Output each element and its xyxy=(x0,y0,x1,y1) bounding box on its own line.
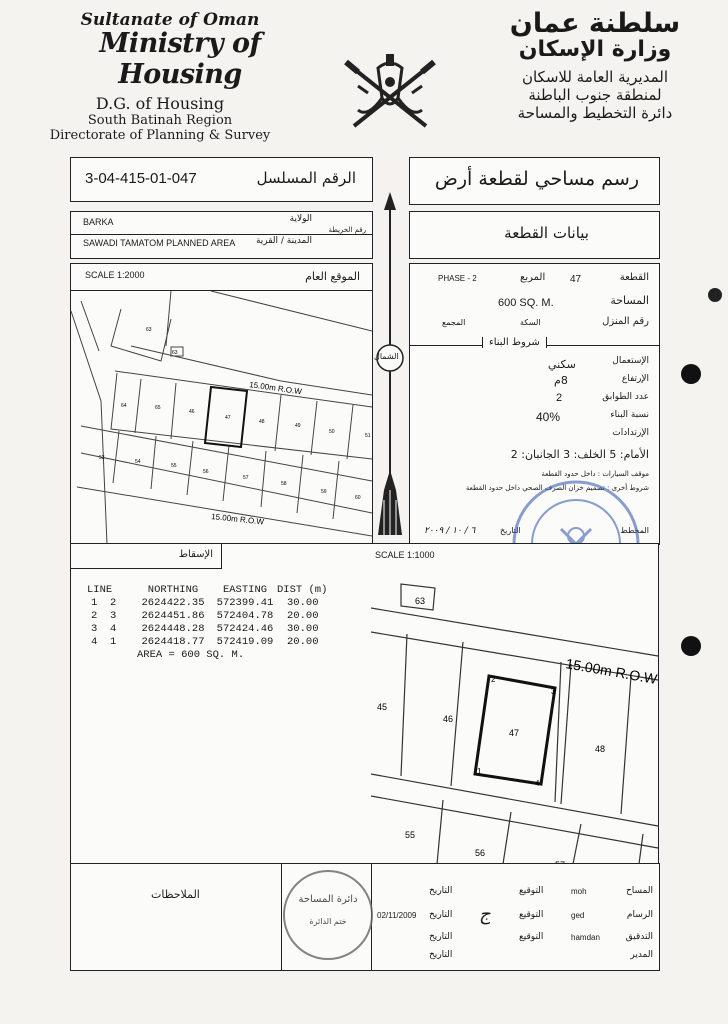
coordinate-table xyxy=(87,584,347,662)
stamp-sub: ختم الدائرة xyxy=(309,917,347,926)
street-label: السكة xyxy=(520,318,541,327)
region-en: South Batinah Region xyxy=(87,113,233,128)
setbacks-line: الأمام: 5 الخلف: 3 الجانبان: 2 xyxy=(510,448,649,461)
svg-text:3: 3 xyxy=(551,687,556,696)
role-name: moh xyxy=(571,887,587,896)
svg-text:46: 46 xyxy=(443,714,454,724)
table-row xyxy=(87,610,347,623)
role-name: ged xyxy=(571,911,585,920)
divider xyxy=(71,234,372,235)
svg-text:55: 55 xyxy=(171,463,177,469)
row-northing: 2624418.77 xyxy=(141,636,205,648)
svg-text:58: 58 xyxy=(281,481,287,487)
detail-scale: SCALE 1:1000 xyxy=(375,550,435,560)
signature-row xyxy=(371,950,659,966)
phase-value: PHASE - 2 xyxy=(438,274,477,283)
row-to: 1 xyxy=(110,636,117,648)
row-from: 1 xyxy=(91,597,98,609)
ratio-label: نسبة البناء xyxy=(610,410,649,420)
area-label: المدينة / القرية xyxy=(255,236,312,246)
document-title: رسم مساحي لقطعة أرض xyxy=(434,168,639,190)
complex-label: المجمع xyxy=(442,318,466,327)
table-header xyxy=(87,584,347,597)
punch-hole xyxy=(708,288,722,302)
row-dist: 20.00 xyxy=(287,610,319,622)
region-ar: لمنطقة جنوب الباطنة xyxy=(528,86,662,104)
svg-text:49: 49 xyxy=(295,423,301,429)
row-from: 3 xyxy=(91,623,98,635)
area-label: المساحة xyxy=(610,294,649,307)
svg-text:55: 55 xyxy=(405,830,416,840)
svg-text:63: 63 xyxy=(415,596,426,606)
role-label: الرسام xyxy=(626,910,653,920)
house-no-label: رقم المنزل xyxy=(602,316,649,327)
site-scale: SCALE 1:2000 xyxy=(85,270,145,280)
svg-text:64: 64 xyxy=(121,403,127,409)
row-from: 4 xyxy=(91,636,98,648)
floors-value: 2 xyxy=(556,392,563,404)
site-title: الموقع العام xyxy=(305,270,360,283)
parking-note: موقف السيارات : داخل حدود القطعة xyxy=(541,470,649,478)
plot-data-title: بيانات القطعة xyxy=(504,224,589,242)
location-box xyxy=(70,211,373,259)
signature-row xyxy=(371,932,659,948)
table-row xyxy=(87,636,347,649)
serial-box xyxy=(70,157,373,202)
date-label: التاريخ xyxy=(429,950,453,960)
header-ar xyxy=(470,8,720,122)
date-label: التاريخ xyxy=(429,910,453,920)
detail-row-label: 15.00m R.O.W xyxy=(564,655,659,688)
table-row xyxy=(87,597,347,610)
svg-text:48: 48 xyxy=(259,419,265,425)
plot-no-value: 47 xyxy=(570,274,582,285)
svg-text:59: 59 xyxy=(321,489,327,495)
planner-label: المخطط xyxy=(620,526,649,535)
general-site-box xyxy=(70,263,373,545)
plot-info-box xyxy=(409,263,660,545)
header-dist: DIST (m) xyxy=(277,584,328,596)
svg-text:65: 65 xyxy=(155,405,161,411)
row-dist: 30.00 xyxy=(287,623,319,635)
sign-label: التوقيع xyxy=(519,910,544,920)
site-row-label: 15.00m R.O.W xyxy=(248,380,303,397)
role-label: التدقيق xyxy=(625,932,653,942)
building-conditions-title-text: شروط البناء xyxy=(489,337,540,348)
row-dist: 30.00 xyxy=(287,597,319,609)
north-label: الشمال xyxy=(374,352,399,361)
svg-text:1: 1 xyxy=(477,767,482,776)
divider xyxy=(281,864,282,970)
detail-map-box xyxy=(371,543,659,865)
svg-text:46: 46 xyxy=(189,409,195,415)
row-easting: 572404.78 xyxy=(216,610,274,622)
oman-emblem xyxy=(338,48,442,138)
row-northing: 2624422.35 xyxy=(141,597,205,609)
survey-stamp xyxy=(283,870,373,960)
serial-number: 3-04-415-01-047 xyxy=(85,170,197,187)
dg-housing-ar: المديرية العامة للاسكان xyxy=(521,68,669,86)
setbacks-label: الإرتدادات xyxy=(612,428,649,438)
row-dist: 20.00 xyxy=(287,636,319,648)
remarks-label: الملاحظات xyxy=(151,888,200,901)
svg-text:50: 50 xyxy=(329,429,335,435)
row-to: 4 xyxy=(110,623,117,635)
date-label: التاريخ xyxy=(500,526,521,535)
table-row xyxy=(87,623,347,636)
sign-label: التوقيع xyxy=(519,932,544,942)
north-arrow xyxy=(370,190,410,540)
row-easting: 572399.41 xyxy=(216,597,274,609)
directorate-ar: دائرة التخطيط والمساحة xyxy=(517,104,673,122)
projection-title-bar xyxy=(71,544,222,569)
projection-title: الإسقاط xyxy=(178,549,213,560)
signature-row xyxy=(371,886,659,902)
plot-no-label: القطعة xyxy=(619,272,649,283)
row-from: 2 xyxy=(91,610,98,622)
stamp-text: دائرة المساحة xyxy=(298,894,358,905)
svg-text:57: 57 xyxy=(243,475,249,481)
ratio-value: 40% xyxy=(536,410,561,424)
row-to: 3 xyxy=(110,610,117,622)
title-box xyxy=(409,157,660,205)
svg-text:2: 2 xyxy=(491,675,496,684)
svg-text:56: 56 xyxy=(475,848,486,858)
other-conditions: شروط أخرى : تصميم خزان الصرف الصحي داخل حدود القطعة xyxy=(465,484,649,492)
serial-label: الرقم المسلسل xyxy=(256,169,356,187)
row-to: 2 xyxy=(110,597,117,609)
footer-box xyxy=(70,863,660,971)
country-name-ar: سلطنة عمان xyxy=(509,8,681,39)
wilaya-value: BARKA xyxy=(83,217,114,227)
signature-mark: ج xyxy=(479,904,491,925)
row-easting: 572419.09 xyxy=(216,636,274,648)
row-northing: 2624448.28 xyxy=(141,623,205,635)
date-value: 02/11/2009 xyxy=(377,911,417,920)
svg-text:54: 54 xyxy=(135,459,141,465)
row-easting: 572424.46 xyxy=(216,623,274,635)
date-label: التاريخ xyxy=(429,932,453,942)
svg-text:47: 47 xyxy=(509,728,520,738)
header-en xyxy=(40,10,320,143)
svg-text:63: 63 xyxy=(146,327,152,333)
row-northing: 2624451.86 xyxy=(141,610,205,622)
svg-text:51: 51 xyxy=(365,433,371,439)
role-label: المساح xyxy=(625,886,653,896)
header-easting: EASTING xyxy=(222,584,268,596)
punch-hole xyxy=(681,636,701,656)
area-value: SAWADI TAMATOM PLANNED AREA xyxy=(83,238,236,248)
svg-text:53: 53 xyxy=(99,455,105,461)
svg-text:45: 45 xyxy=(377,702,388,712)
svg-text:63: 63 xyxy=(172,350,178,356)
area-value: 600 SQ. M. xyxy=(498,297,554,309)
ministry-name-en: Ministry of Housing xyxy=(99,28,261,90)
wilaya-label: الولاية xyxy=(289,214,312,224)
usage-label: الإستعمال xyxy=(612,356,649,366)
height-label: الإرتفاع xyxy=(621,374,649,384)
plot-data-title-box xyxy=(409,211,660,259)
role-label: المدير xyxy=(630,950,653,960)
sign-label: التوقيع xyxy=(519,886,544,896)
area-total: AREA = 600 SQ. M. xyxy=(137,649,245,661)
height-value: 8م xyxy=(554,374,568,387)
map-no-label: رقم الخريطة xyxy=(328,226,366,234)
date-value: ٦ / ١٠ / ٢٠٠٩ xyxy=(424,526,476,536)
ministry-name-ar: وزارة الإسكان xyxy=(518,37,672,62)
detail-map xyxy=(371,564,658,864)
directorate-en: Directorate of Planning & Survey xyxy=(49,128,271,143)
floors-label: عدد الطوابق xyxy=(602,392,649,402)
svg-text:47: 47 xyxy=(225,415,231,421)
svg-text:60: 60 xyxy=(355,495,361,501)
usage-value: سكني xyxy=(548,358,576,371)
punch-hole xyxy=(681,364,701,384)
header-line: LINE xyxy=(87,584,113,596)
building-conditions-title xyxy=(482,337,547,348)
country-name-en: Sultanate of Oman xyxy=(80,10,260,30)
header-northing: NORTHING xyxy=(147,584,199,596)
role-name: hamdan xyxy=(571,933,600,942)
dg-housing-en: D.G. of Housing xyxy=(95,94,225,113)
svg-text:4: 4 xyxy=(535,779,540,788)
site-map xyxy=(71,291,372,544)
projection-box xyxy=(70,543,373,865)
date-label: التاريخ xyxy=(429,886,453,896)
svg-text:56: 56 xyxy=(203,469,209,475)
signature-row xyxy=(371,904,659,926)
svg-text:48: 48 xyxy=(595,744,606,754)
site-row-label-bottom: 15.00m R.O.W xyxy=(210,512,265,527)
square-label: المربع xyxy=(520,272,546,283)
